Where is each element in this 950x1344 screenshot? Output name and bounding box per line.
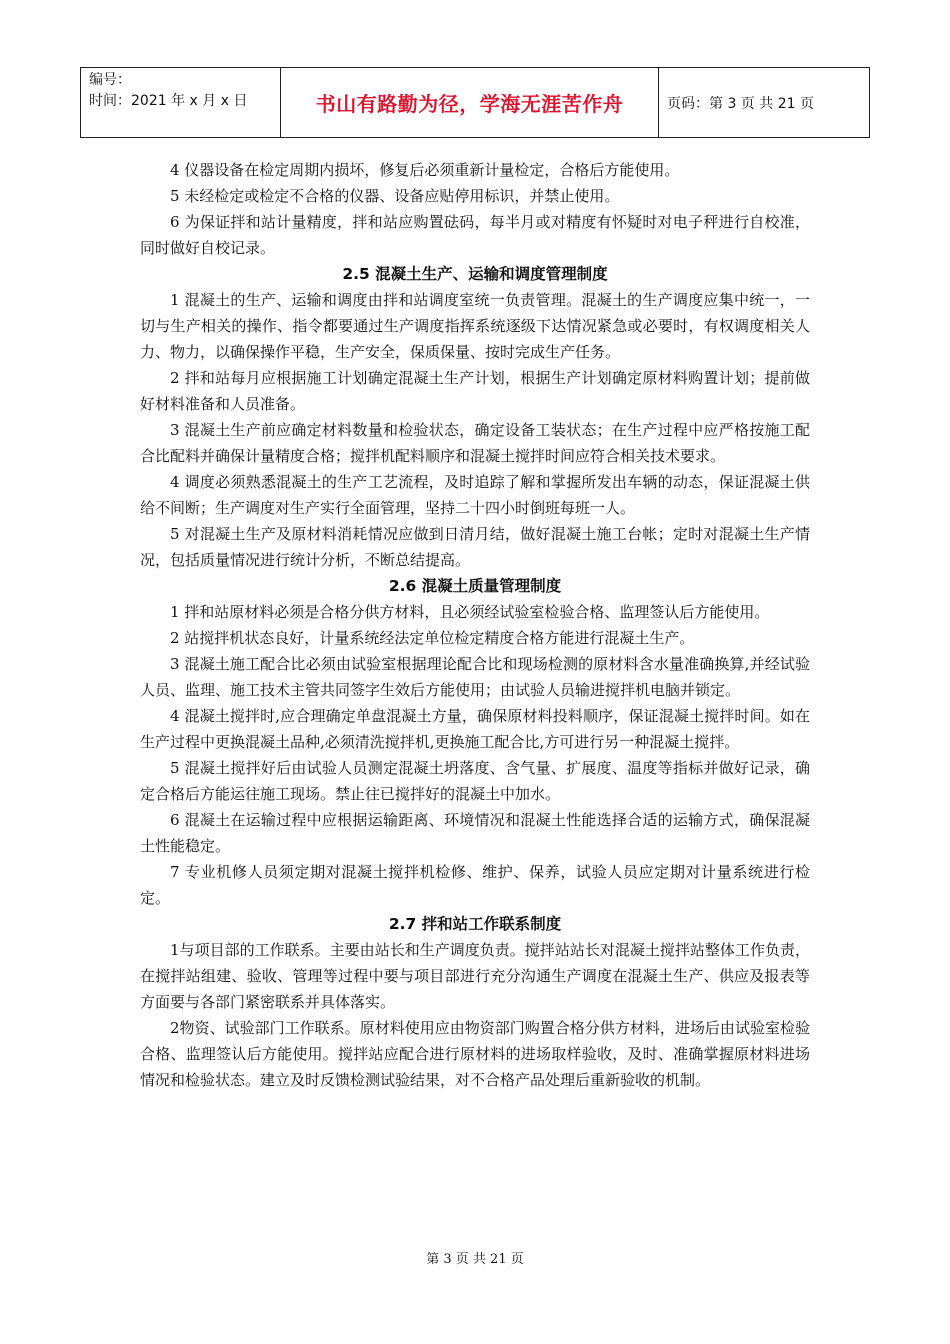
page-header: [80, 67, 870, 138]
paragraph: 2 站搅拌机状态良好，计量系统经法定单位检定精度合格方能进行混凝土生产。: [170, 629, 695, 647]
paragraph: 5 未经检定或检定不合格的仪器、设备应贴停用标识，并禁止使用。: [170, 187, 620, 205]
paragraph: 5 混凝土搅拌好后由试验人员测定混凝土坍落度、含气量、扩展度、温度等指标并做好记录，确定合格后方能运往施工现场。禁止往已搅拌好的混凝土中加水。: [140, 759, 810, 803]
paragraph: 5 对混凝土生产及原材料消耗情况应做到日清月结，做好混凝土施工台帐；定时对混凝土生产情况，包括质量情况进行统计分析，不断总结提高。: [140, 525, 810, 569]
document-date: 时间：2021 年 x 月 x 日: [89, 93, 248, 109]
paragraph: 4 仪器设备在检定周期内损坏，修复后必须重新计量检定，合格后方能使用。: [170, 161, 680, 179]
page-footer: 第 3 页 共 21 页: [426, 1252, 524, 1267]
paragraph: 4 混凝土搅拌时,应合理确定单盘混凝土方量，确保原材料投料顺序，保证混凝土搅拌时间。如在生产过程中更换混凝土品种,必须清洗搅拌机,更换施工配合比,方可进行另一种混凝土搅拌。: [140, 707, 810, 751]
header-page-number: 页码：第 3 页 共 21 页: [667, 95, 814, 112]
header-motto: 书山有路勤为径，学海无涯苦作舟: [281, 68, 659, 137]
paragraph: 1与项目部的工作联系。主要由站长和生产调度负责。搅拌站站长对混凝土搅拌站整体工作负责，在搅拌站组建、验收、管理等过程中要与项目部进行充分沟通生产调度在混凝土生产、供应及报表等方面要与各部门紧密联系并具体落实。: [140, 941, 810, 1011]
paragraph: 7 专业机修人员须定期对混凝土搅拌机检修、维护、保养，试验人员应定期对计量系统进行检定。: [140, 863, 810, 907]
paragraph: 4 调度必须熟悉混凝土的生产工艺流程，及时追踪了解和掌握所发出车辆的动态，保证混凝土供给不间断；生产调度对生产实行全面管理，坚持二十四小时倒班每班一人。: [140, 473, 810, 517]
paragraph: 6 为保证拌和站计量精度，拌和站应购置砝码，每半月或对精度有怀疑时对电子秤进行自校准，同时做好自校记录。: [140, 213, 810, 257]
paragraph: 3 混凝土施工配合比必须由试验室根据理论配合比和现场检测的原材料含水量准确换算,并经试验人员、监理、施工技术主管共同签字生效后方能使用；由试验人员输进搅拌机电脑并锁定。: [140, 655, 810, 699]
paragraph: 1 混凝土的生产、运输和调度由拌和站调度室统一负责管理。混凝土的生产调度应集中统一，一切与生产相关的操作、指令都要通过生产调度指挥系统逐级下达情况紧急或必要时，有权调度相关人力、物力，以确保操作平稳，生产安全，保质保量、按时完成生产任务。: [140, 291, 810, 361]
header-info: [81, 68, 281, 137]
document-number: 编号：: [89, 72, 131, 88]
paragraph: 6 混凝土在运输过程中应根据运输距离、环境情况和混凝土性能选择合适的运输方式，确保混凝土性能稳定。: [140, 811, 810, 855]
paragraph: 3 混凝土生产前应确定材料数量和检验状态，确定设备工装状态；在生产过程中应严格按施工配合比配料并确保计量精度合格；搅拌机配料顺序和混凝土搅拌时间应符合相关技术要求。: [140, 421, 810, 465]
section-heading: 2.5 混凝土生产、运输和调度管理制度: [342, 265, 608, 283]
paragraph: 2物资、试验部门工作联系。原材料使用应由物资部门购置合格分供方材料，进场后由试验室检验合格、监理签认后方能使用。搅拌站应配合进行原材料的进场取样验收，及时、准确掌握原材料进场情况和检验状态。建立及时反馈检测试验结果，对不合格产品处理后重新验收的机制。: [140, 1019, 810, 1089]
document-body: [140, 157, 810, 1093]
section-heading: 2.6 混凝土质量管理制度: [388, 577, 562, 595]
paragraph: 1 拌和站原材料必须是合格分供方材料，且必须经试验室检验合格、监理签认后方能使用。: [170, 603, 770, 621]
paragraph: 2 拌和站每月应根据施工计划确定混凝土生产计划，根据生产计划确定原材料购置计划；提前做好材料准备和人员准备。: [140, 369, 810, 413]
section-heading: 2.7 拌和站工作联系制度: [388, 915, 562, 933]
